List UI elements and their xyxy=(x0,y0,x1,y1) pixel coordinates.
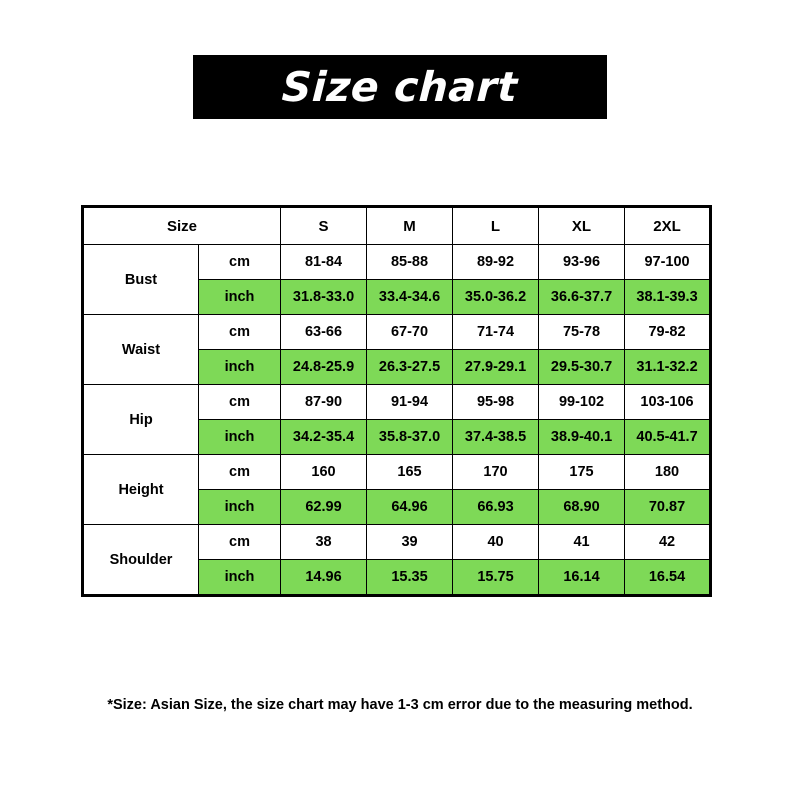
measurement-label-shoulder: Shoulder xyxy=(83,525,199,596)
size-chart-table-wrapper xyxy=(81,205,711,597)
page-title: Size chart xyxy=(281,62,520,111)
value-height-cm-xl: 175 xyxy=(539,455,625,490)
value-hip-inch-xl: 38.9-40.1 xyxy=(539,420,625,455)
value-waist-cm-m: 67-70 xyxy=(367,315,453,350)
header-size-label: Size xyxy=(83,207,281,245)
value-shoulder-cm-l: 40 xyxy=(453,525,539,560)
table-row xyxy=(83,385,711,420)
value-waist-inch-xl: 29.5-30.7 xyxy=(539,350,625,385)
value-waist-inch-2xl: 31.1-32.2 xyxy=(625,350,711,385)
value-shoulder-cm-2xl: 42 xyxy=(625,525,711,560)
value-bust-inch-2xl: 38.1-39.3 xyxy=(625,280,711,315)
value-hip-inch-l: 37.4-38.5 xyxy=(453,420,539,455)
value-bust-cm-xl: 93-96 xyxy=(539,245,625,280)
unit-cell-height-cm: cm xyxy=(199,455,281,490)
header-size-2xl: 2XL xyxy=(625,207,711,245)
value-shoulder-inch-2xl: 16.54 xyxy=(625,560,711,596)
unit-cell-hip-cm: cm xyxy=(199,385,281,420)
value-bust-inch-s: 31.8-33.0 xyxy=(281,280,367,315)
value-shoulder-inch-l: 15.75 xyxy=(453,560,539,596)
size-chart-table xyxy=(81,205,712,597)
value-height-cm-s: 160 xyxy=(281,455,367,490)
unit-cell-waist-inch: inch xyxy=(199,350,281,385)
title-banner xyxy=(193,55,607,119)
value-bust-cm-s: 81-84 xyxy=(281,245,367,280)
value-height-inch-xl: 68.90 xyxy=(539,490,625,525)
value-bust-inch-xl: 36.6-37.7 xyxy=(539,280,625,315)
value-hip-cm-m: 91-94 xyxy=(367,385,453,420)
value-hip-inch-s: 34.2-35.4 xyxy=(281,420,367,455)
header-size-m: M xyxy=(367,207,453,245)
value-height-inch-l: 66.93 xyxy=(453,490,539,525)
value-height-cm-l: 170 xyxy=(453,455,539,490)
measurement-label-hip: Hip xyxy=(83,385,199,455)
value-hip-cm-xl: 99-102 xyxy=(539,385,625,420)
value-shoulder-cm-xl: 41 xyxy=(539,525,625,560)
unit-cell-hip-inch: inch xyxy=(199,420,281,455)
value-bust-inch-l: 35.0-36.2 xyxy=(453,280,539,315)
value-shoulder-inch-m: 15.35 xyxy=(367,560,453,596)
value-hip-cm-2xl: 103-106 xyxy=(625,385,711,420)
measurement-label-bust: Bust xyxy=(83,245,199,315)
value-waist-inch-s: 24.8-25.9 xyxy=(281,350,367,385)
value-hip-cm-s: 87-90 xyxy=(281,385,367,420)
unit-cell-bust-inch: inch xyxy=(199,280,281,315)
value-waist-inch-m: 26.3-27.5 xyxy=(367,350,453,385)
footnote: *Size: Asian Size, the size chart may have 1-3 cm error due to the measuring method. xyxy=(107,697,693,713)
value-hip-cm-l: 95-98 xyxy=(453,385,539,420)
measurement-label-waist: Waist xyxy=(83,315,199,385)
value-height-inch-m: 64.96 xyxy=(367,490,453,525)
value-bust-cm-2xl: 97-100 xyxy=(625,245,711,280)
table-row xyxy=(83,455,711,490)
unit-cell-bust-cm: cm xyxy=(199,245,281,280)
header-size-xl: XL xyxy=(539,207,625,245)
measurement-label-height: Height xyxy=(83,455,199,525)
value-waist-cm-2xl: 79-82 xyxy=(625,315,711,350)
unit-cell-shoulder-inch: inch xyxy=(199,560,281,596)
value-shoulder-inch-s: 14.96 xyxy=(281,560,367,596)
table-row xyxy=(83,525,711,560)
value-hip-inch-2xl: 40.5-41.7 xyxy=(625,420,711,455)
table-row xyxy=(83,315,711,350)
value-height-cm-2xl: 180 xyxy=(625,455,711,490)
unit-cell-waist-cm: cm xyxy=(199,315,281,350)
value-waist-cm-xl: 75-78 xyxy=(539,315,625,350)
value-bust-inch-m: 33.4-34.6 xyxy=(367,280,453,315)
header-size-s: S xyxy=(281,207,367,245)
value-shoulder-cm-s: 38 xyxy=(281,525,367,560)
value-waist-inch-l: 27.9-29.1 xyxy=(453,350,539,385)
value-shoulder-inch-xl: 16.14 xyxy=(539,560,625,596)
value-waist-cm-l: 71-74 xyxy=(453,315,539,350)
unit-cell-shoulder-cm: cm xyxy=(199,525,281,560)
value-height-cm-m: 165 xyxy=(367,455,453,490)
value-bust-cm-l: 89-92 xyxy=(453,245,539,280)
value-height-inch-s: 62.99 xyxy=(281,490,367,525)
value-waist-cm-s: 63-66 xyxy=(281,315,367,350)
unit-cell-height-inch: inch xyxy=(199,490,281,525)
table-row xyxy=(83,245,711,280)
table-header-row xyxy=(83,207,711,245)
value-hip-inch-m: 35.8-37.0 xyxy=(367,420,453,455)
value-bust-cm-m: 85-88 xyxy=(367,245,453,280)
value-shoulder-cm-m: 39 xyxy=(367,525,453,560)
value-height-inch-2xl: 70.87 xyxy=(625,490,711,525)
header-size-l: L xyxy=(453,207,539,245)
